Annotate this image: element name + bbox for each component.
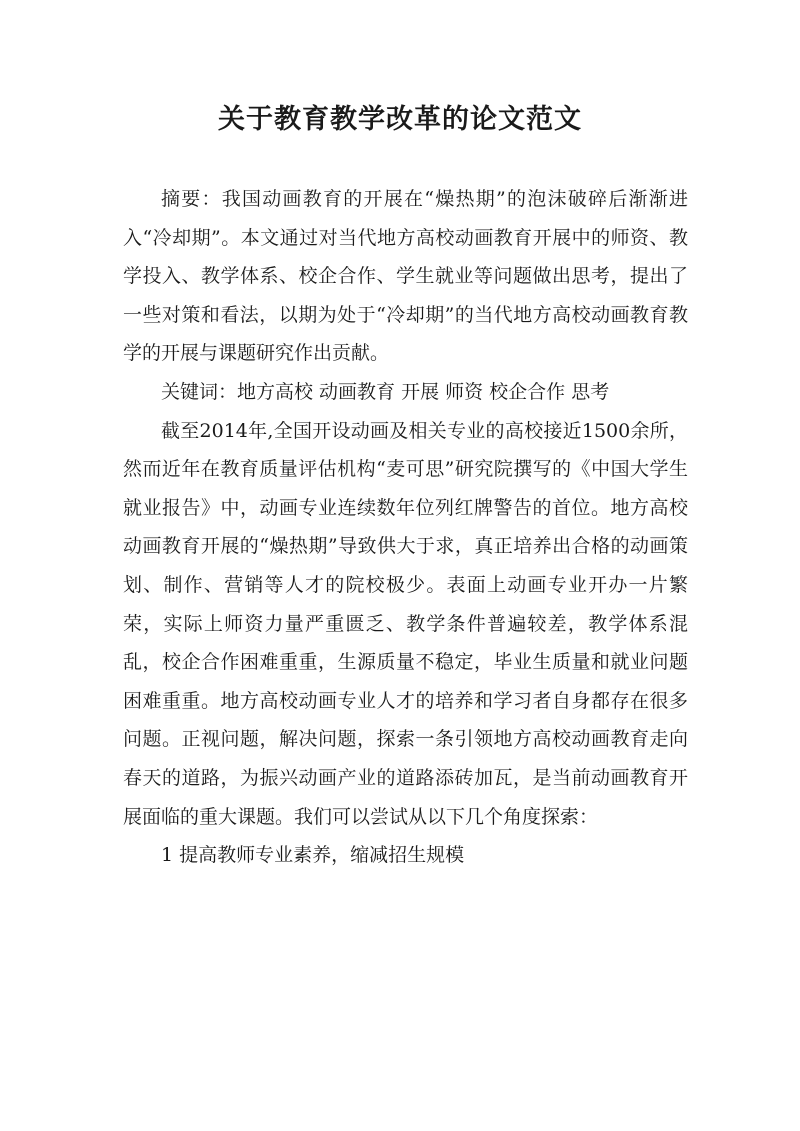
body-paragraph: 截至2014年,全国开设动画及相关专业的高校接近1500余所，然而近年在教育质量评估机构“麦可思”研究院撰写的《中国大学生就业报告》中，动画专业连续数年位列红牌警告的首位。地方高校动画教育开展的“燥热期”导致供大于求，真正培养出合格的动画策划、制作、营销等人才的院校极少。表面上动画专业开办一片繁荣，实际上师资力量严重匮乏、教学条件普遍较差，教学体系混乱，校企合作困难重重，生源质量不稳定，毕业生质量和就业问题困难重重。地方高校动画专业人才的培养和学习者自身都存在很多问题。正视问题，解决问题，探索一条引领地方高校动画教育走向春天的道路，为振兴动画产业的道路添砖加瓦，是当前动画教育开展面临的重大课题。我们可以尝试从以下几个角度探索： [123,419,688,828]
keywords-paragraph: 关键词：地方高校 动画教育 开展 师资 校企合作 思考 [161,380,610,403]
section-heading: 1 提高教师专业素养，缩减招生规模 [161,844,465,867]
document-body [123,180,688,875]
document-title: 关于教育教学改革的论文范文 [218,104,582,135]
abstract-paragraph: 摘要：我国动画教育的开展在“燥热期”的泡沫破碎后渐渐进入“冷却期”。本文通过对当代地方高校动画教育开展中的师资、教学投入、教学体系、校企合作、学生就业等问题做出思考，提出了一些对策和看法，以期为处于“冷却期”的当代地方高校动画教育教学的开展与课题研究作出贡献。 [123,188,688,365]
